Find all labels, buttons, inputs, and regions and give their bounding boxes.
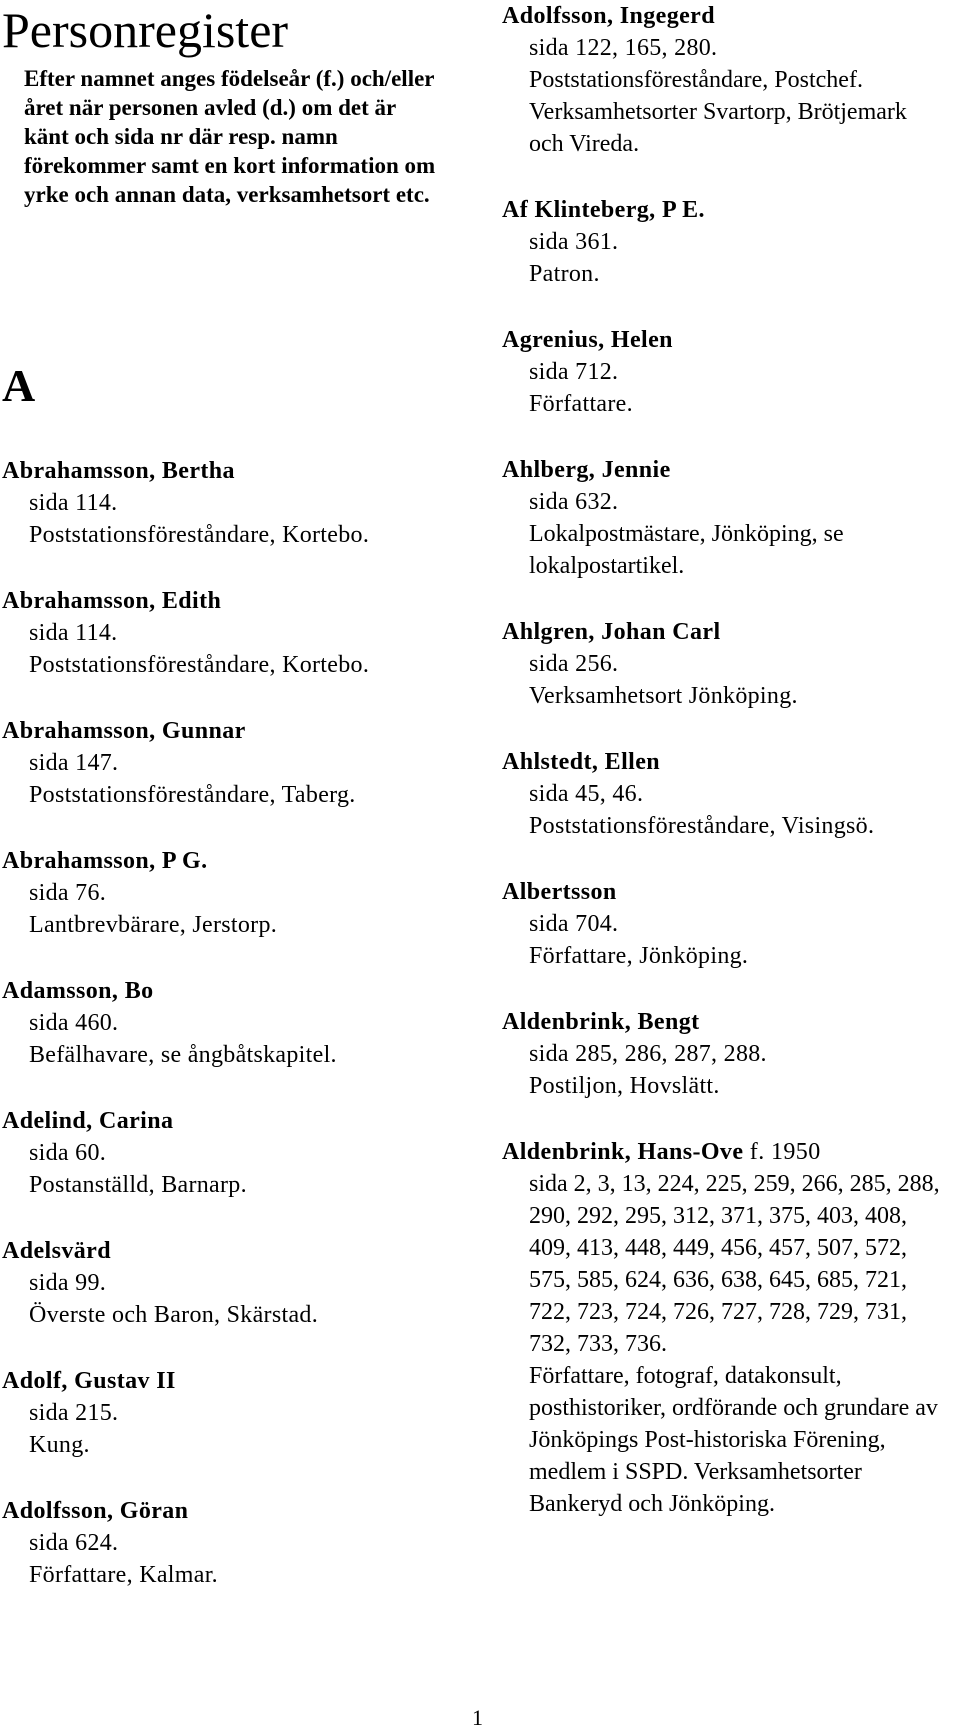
entry-info: Poststationsföreståndare, Postchef. Verksamhetsorter Svartorp, Brötjemark och Vireda.	[529, 67, 907, 157]
intro-text: Efter namnet anges födelseår (f.) och/eller året när personen avled (d.) om det är känt och sida nr där resp. namn förekommer samt en kort information om yrke och annan data, verksamhetsort etc.	[24, 66, 436, 207]
entry-name: Adolfsson, Göran	[2, 1498, 189, 1524]
entries-left	[2, 455, 369, 1591]
entry-name: Abrahamsson, P G.	[2, 848, 208, 874]
entry-pages: sida 60.	[29, 1140, 107, 1166]
entry-pages: sida 122, 165, 280.	[529, 35, 718, 61]
entry-pages: sida 45, 46.	[529, 781, 644, 807]
entry-name: Af Klinteberg, P E.	[502, 197, 705, 223]
entry-pages: sida 76.	[29, 880, 107, 906]
entry-pages: sida 256.	[529, 651, 619, 677]
entry-info: Överste och Baron, Skärstad.	[29, 1302, 318, 1328]
entries-right	[502, 0, 944, 1520]
entry-pages: sida 99.	[29, 1270, 107, 1296]
entry-pages: sida 624.	[29, 1530, 119, 1556]
entry-pages: sida 460.	[29, 1010, 119, 1036]
entry-pages: sida 361.	[529, 229, 619, 255]
entry-name: Ahlgren, Johan Carl	[502, 619, 721, 645]
entry-name: Adamsson, Bo	[2, 978, 154, 1004]
entry-info: Lantbrevbärare, Jerstorp.	[29, 912, 278, 938]
entry-pages: sida 2, 3, 13, 224, 225, 259, 266, 285, 288, 290, 292, 295, 312, 371, 375, 403, 408, 409, 413, 448, 449, 456, 457, 507, 572, 575, 585, 624, 636, 638, 645, 685, 721, 722, 723, 724, 726, 727, 728, 729, 731, 732, 733, 736.	[529, 1171, 940, 1357]
index-entry	[502, 616, 944, 712]
entry-name: Abrahamsson, Edith	[2, 588, 222, 614]
entry-info: Författare.	[529, 391, 633, 417]
entry-pages: sida 285, 286, 287, 288.	[529, 1041, 767, 1067]
entry-info: Postiljon, Hovslätt.	[529, 1073, 720, 1099]
entry-name: Adelsvärd	[2, 1238, 111, 1264]
entry-pages: sida 114.	[29, 620, 118, 646]
index-entry	[502, 324, 944, 420]
entry-info: Poststationsföreståndare, Kortebo.	[29, 522, 370, 548]
entry-name: Ahlstedt, Ellen	[502, 749, 661, 775]
entry-name: Ahlberg, Jennie	[502, 457, 671, 483]
entry-info: Lokalpostmästare, Jönköping, se lokalpostartikel.	[529, 521, 844, 579]
left-column	[2, 0, 472, 1588]
entry-name: Albertsson	[502, 879, 617, 905]
entry-pages: sida 215.	[29, 1400, 119, 1426]
index-entry	[502, 1136, 944, 1520]
entry-name: Abrahamsson, Bertha	[2, 458, 235, 484]
index-entry	[502, 0, 944, 160]
entry-info: Kung.	[29, 1432, 90, 1458]
page-number: 1	[472, 1705, 483, 1730]
entry-name: Adelind, Carina	[2, 1108, 174, 1134]
entry-pages: sida 147.	[29, 750, 119, 776]
index-entry	[2, 715, 369, 811]
index-entry	[2, 1105, 369, 1201]
entry-name: Adolf, Gustav II	[2, 1368, 176, 1394]
index-entry	[2, 845, 369, 941]
entry-name: Adolfsson, Ingegerd	[502, 3, 715, 29]
entry-name-text: Aldenbrink, Hans-Ove	[502, 1139, 744, 1165]
entry-info: Poststationsföreståndare, Kortebo.	[29, 652, 370, 678]
entry-info: Författare, Jönköping.	[529, 943, 749, 969]
entry-name	[502, 1136, 944, 1168]
entry-name: Abrahamsson, Gunnar	[2, 718, 246, 744]
index-entry	[502, 454, 944, 582]
index-entry	[2, 1365, 369, 1461]
entry-name: Agrenius, Helen	[502, 327, 673, 353]
index-entry	[502, 1006, 944, 1102]
index-entry	[2, 1235, 369, 1331]
entry-pages: sida 704.	[529, 911, 619, 937]
entry-info: Författare, fotograf, datakonsult, posthistoriker, ordförande och grundare av Jönköpings Post-historiska Förening, medlem i SSPD. Verksamhetsorter Bankeryd och Jönköping.	[529, 1363, 938, 1517]
index-entry	[2, 585, 369, 681]
index-entry	[502, 194, 944, 290]
index-entry	[2, 975, 369, 1071]
entry-info: Poststationsföreståndare, Taberg.	[29, 782, 356, 808]
entry-pages: sida 712.	[529, 359, 619, 385]
entry-info: Befälhavare, se ångbåtskapitel.	[29, 1042, 337, 1068]
index-entry	[2, 1495, 369, 1591]
entry-pages: sida 114.	[29, 490, 118, 516]
entry-pages: sida 632.	[529, 489, 619, 515]
entry-name: Aldenbrink, Bengt	[502, 1009, 700, 1035]
entry-info: Postanställd, Barnarp.	[29, 1172, 247, 1198]
section-letter: A	[2, 360, 36, 411]
entry-info: Patron.	[529, 261, 600, 287]
index-entry	[502, 746, 944, 842]
entry-info: Författare, Kalmar.	[29, 1562, 218, 1588]
index-entry	[2, 455, 369, 551]
entry-info: Poststationsföreståndare, Visingsö.	[529, 813, 875, 839]
entry-info: Verksamhetsort Jönköping.	[529, 683, 798, 709]
index-entry	[502, 876, 944, 972]
page-title: Personregister	[2, 2, 289, 58]
entry-birth-note: f. 1950	[749, 1139, 821, 1165]
